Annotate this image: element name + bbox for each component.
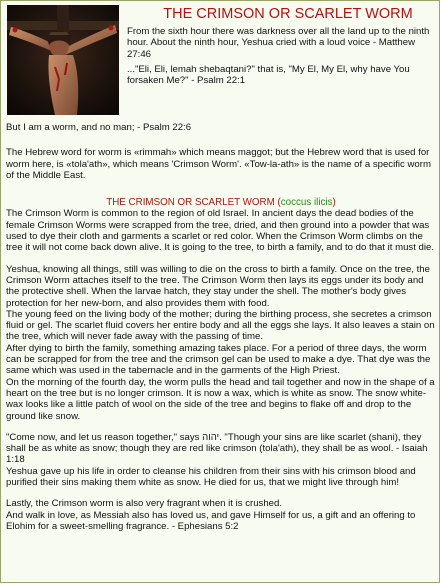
paragraph-young-feed: The young feed on the living body of the mother; during the birthing process, she secretes a crimson fluid or gel. The scarlet fluid covers her entire body and all the eggs she lays. It also leaves a stain on the tree, which will never fade away with the passing of time. <box>6 308 435 343</box>
paragraph-crimson-worm: The Crimson Worm is common to the region of old Israel. In ancient days the dead bodies of the female Crimson Worms were scrapped from the tree, dried, and then ground into a powder that was used to dye their cloth and garments a scarlet or red color. When the Crimson Worm climbs on the tree it will not come back down alive. It is going to the tree, to birth a family, and to do that it must die. <box>6 208 435 254</box>
paragraph-three-days: After dying to birth the family, something amazing takes place. For a period of three days, the worm can be scrapped for from the tree and the crimson gel can be used to make a dye. That dye was the same which was used in the tabernacle and in the garments of the High Priest. <box>6 342 431 377</box>
crucifixion-icon <box>7 5 119 115</box>
section-subtitle <box>6 197 436 208</box>
document-content <box>6 4 436 532</box>
matthew-verse: From the sixth hour there was darkness over all the land up to the ninth hour. About the ninth hour, Yeshua cried with a loud voice - Matthew 27:46 <box>127 26 430 60</box>
paragraph-fourth-day: On the morning of the fourth day, the worm pulls the head and tail together and now in the shape of a heart on the tree but is no longer crimson. It is now a wax, which is white as snow. The snow white-wax looks like a little patch of wool on the side of the tree and begins to flake off and drop to the ground like snow. <box>6 376 435 422</box>
paragraph-yeshua: Yeshua, knowing all things, still was willing to die on the cross to birth a family. Once on the tree, the Crimson Worm attaches itself to the tree. The Crimson Worm then lays its eggs under its body and the protective shell. When the larvae hatch, they stay under the shell. The mother's body gives protection for her new-born, and also provides them with food. <box>6 263 430 309</box>
intro-text <box>127 26 435 86</box>
paragraph-cleanse: Yeshua gave up his life in order to cleanse his children from their sins with his crimson blood and purified their sins making them white as snow. He died for us, that we might live through him! <box>6 465 416 489</box>
crucifixion-image <box>7 5 119 115</box>
paragraph-fragrant: Lastly, the Crimson worm is also very fragrant when it is crushed. <box>6 498 283 510</box>
subtitle-main: THE CRIMSON OR SCARLET WORM ( <box>106 197 281 209</box>
latin-name: coccus ilicis <box>280 197 333 209</box>
psalm-22-1-verse: ..."Eli, Eli, lemah shebaqtani?" that is, "My El, My El, why have You forsaken Me?" - Psalm 22:1 <box>127 63 410 87</box>
subtitle-end: ) <box>332 197 336 209</box>
header-section <box>6 4 436 114</box>
page-title: THE CRIMSON OR SCARLET WORM <box>163 6 413 22</box>
ephesians-verse: And walk in love, as Messiah also has loved us, and gave Himself for us, a gift and an offering to Elohim for a sweet-smelling fragrance. - Ephesians 5:2 <box>6 509 416 532</box>
hebrew-word-paragraph: The Hebrew word for worm is «rimmah» which means maggot; but the Hebrew word that is used for worm here, is «tola'ath», which means 'Crimson Worm'. «Tow-la-ath» is the name of a specific worm of the Middle East. <box>6 147 431 181</box>
psalm-22-6-verse: But I am a worm, and no man; - Psalm 22:6 <box>6 122 192 133</box>
article-body <box>6 208 436 532</box>
isaiah-verse: "Come now, and let us reason together," says יהוה. "Though your sins are like scarlet (shani), they shall be as white as snow; though they are red like crimson (tola'ath), they shall be as wool. - Isaiah 1:18 <box>6 431 428 466</box>
